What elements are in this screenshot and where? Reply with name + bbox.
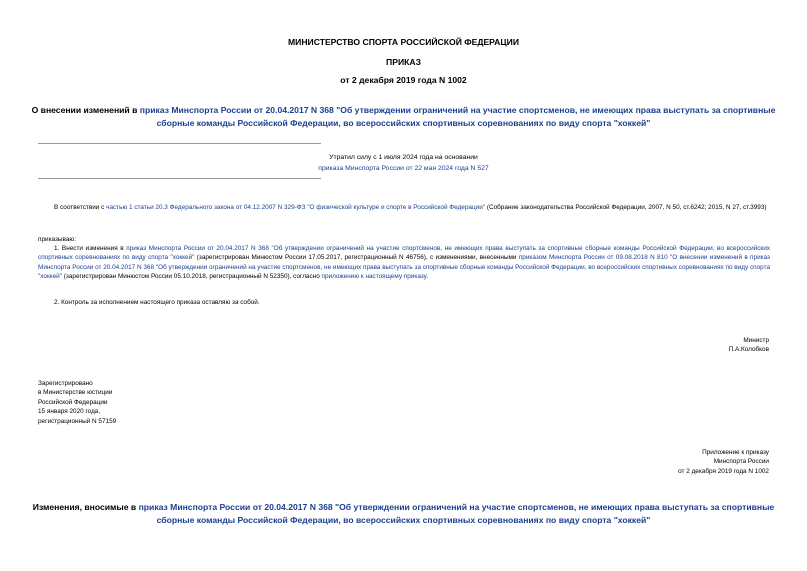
prikazyvayu-text: приказываю:: [38, 236, 76, 243]
item1-text-3: (зарегистрирован Минюстом России 05.10.2018, регистрационный N 52350), согласно: [62, 273, 322, 281]
lost-force-note: [0, 152, 807, 174]
preamble-law-link[interactable]: частью 1 статьи 20.3 Федерального закона от 04.12.2007 N 329-ФЗ "О физической культуре и спорте в Российской Федерации": [106, 204, 486, 211]
signer-name: П.А.Колобков: [728, 346, 769, 354]
title-order-link[interactable]: приказ Минспорта России от 20.04.2017 N 368 "Об утверждении ограничений на участие спортсменов, не имеющих права выступать за спортивные сборные команды Российской Федерации, во всероссийских спортивных соревнованиях по виду спорта "хоккей": [139, 105, 776, 128]
ministry-heading: МИНИСТЕРСТВО СПОРТА РОССИЙСКОЙ ФЕДЕРАЦИИ: [287, 37, 519, 47]
order-date-number: от 2 декабря 2019 года N 1002: [340, 75, 467, 85]
appendix-header: [560, 448, 769, 476]
lost-force-link[interactable]: приказа Минспорта России от 22 мая 2024 года N 527: [318, 165, 489, 172]
signer-position: Министр: [743, 337, 769, 344]
registration-line-1: Зарегистрировано: [38, 380, 93, 387]
changes-order-link[interactable]: приказ Минспорта России от 20.04.2017 N 368 "Об утверждении ограничений на участие спортсменов, не имеющих права выступать за спортивные сборные команды Российской Федерации, во всероссийских спортивных соревнованиях по виду спорта "хоккей": [138, 502, 775, 525]
preamble-paragraph: [38, 203, 770, 212]
preamble-text-start: В соответствии с: [54, 204, 107, 211]
item1-text-4: .: [426, 273, 428, 281]
registration-block: [38, 379, 238, 426]
item1-appendix-link[interactable]: приложению к настоящему приказу: [321, 273, 427, 281]
document-title: [30, 104, 777, 130]
registration-line-5: регистрационный N 57159: [38, 417, 117, 425]
appendix-line-2: Минспорта России: [713, 458, 769, 466]
changes-prefix: Изменения, вносимые в: [32, 502, 139, 512]
registration-line-4: 15 января 2020 года,: [38, 408, 101, 416]
item1-amending-order-link[interactable]: приказом Минспорта России от 09.08.2018 N 810 "О внесении изменений в приказ Минспорта России от 20.04.2017 N 368 "Об утверждении ограничений на участие спортсменов, не имеющих права выступать за спортивные сборные команды Российской Федерации, во всероссийских спортивных соревнованиях по виду спорта "хоккей": [38, 254, 771, 281]
divider-bottom: [38, 178, 321, 179]
lost-force-text: Утратил силу с 1 июля 2024 года на основании: [329, 154, 478, 161]
document-type: ПРИКАЗ: [386, 57, 421, 67]
registration-line-3: Российской Федерации: [38, 398, 108, 406]
item-1-paragraph: [38, 244, 770, 282]
appendix-line-3: от 2 декабря 2019 года N 1002: [678, 467, 769, 475]
item1-order-link[interactable]: приказ Минспорта России от 20.04.2017 N 368 "Об утверждении ограничений на участие спортсменов, не имеющих права выступать за спортивные сборные команды Российской Федерации, во всероссийских спортивных соревнованиях по виду спорта "хоккей": [38, 245, 770, 262]
item1-text-1: 1. Внести изменения в: [54, 245, 127, 252]
item-2-paragraph: 2. Контроль за исполнением настоящего приказа оставляю за собой.: [54, 299, 260, 306]
changes-title: [30, 501, 777, 527]
divider-top: [38, 143, 321, 144]
preamble-text-end: (Собрание законодательства Российской Федерации, 2007, N 50, ст.6242; 2015, N 27, ст.3993): [485, 204, 767, 211]
item1-text-2: (зарегистрирован Минюстом России 17.05.2017, регистрационный N 46756), с изменениями, внесенными: [194, 254, 519, 262]
appendix-line-1: Приложение к приказу: [702, 449, 769, 456]
title-prefix: О внесении изменений в: [31, 105, 140, 115]
registration-line-2: в Министерстве юстиции: [38, 389, 113, 397]
signer-block: [600, 336, 769, 355]
